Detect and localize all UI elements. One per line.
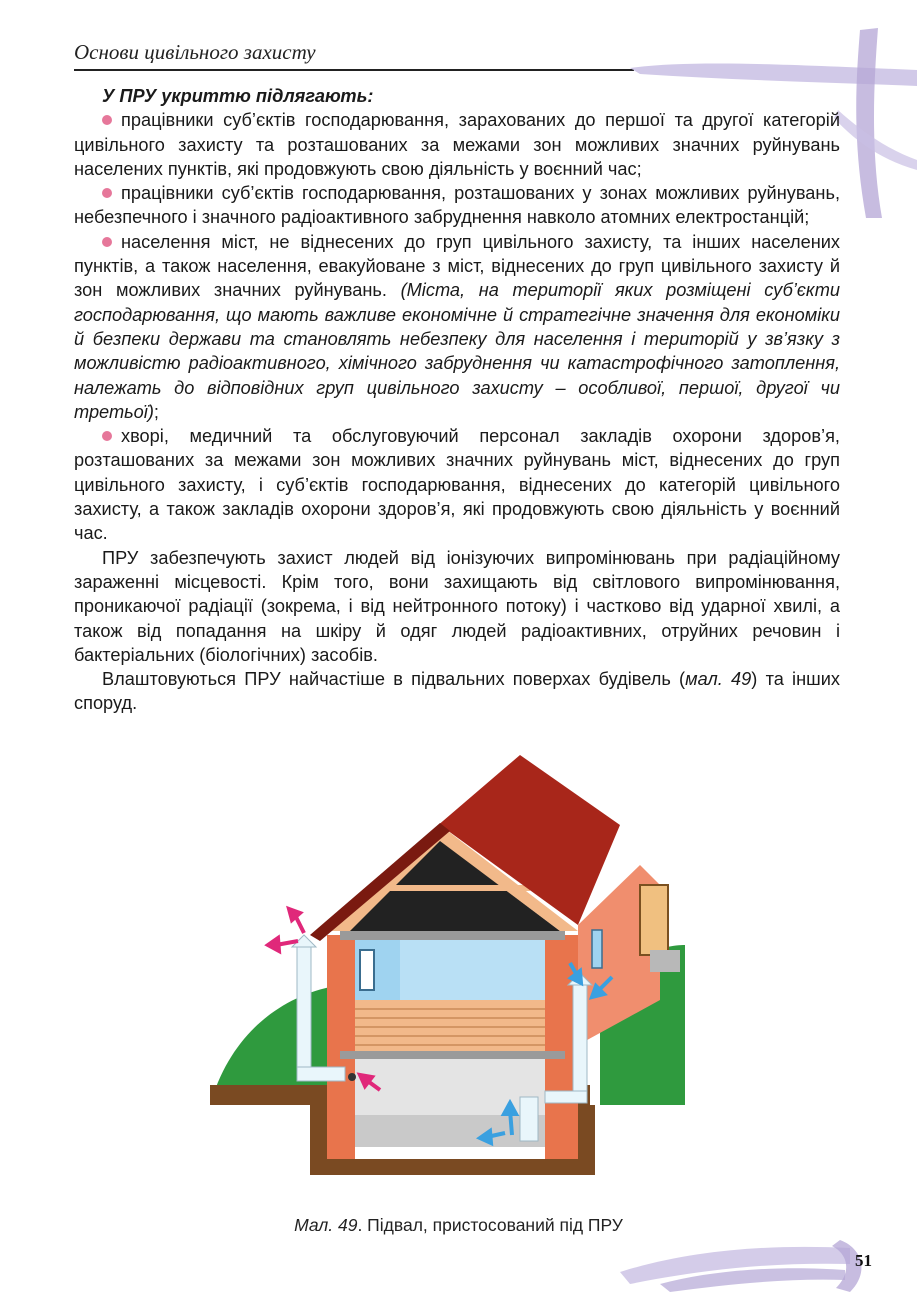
list-item [74,424,840,545]
list-item-italic-note: (Міста, на території яких розміщені суб’єкти господарювання, що мають важливе економічне й стратегічне значення для економіки й безпеки держави та становлять небезпеку для населення і територій у зв’язку з можливістю радіоактивного, хімічного забруднення чи катастрофічного затоплення, належать до відповідних груп цивільного захисту – особливої, першої, другої чи третьої) [74,280,840,422]
figure-reference: мал. 49 [685,669,752,690]
bullet-icon [102,237,112,247]
body-text [74,84,840,716]
first-floor-wall-left [327,935,355,1051]
bullet-icon [102,431,112,441]
door-steps [650,950,680,972]
attic-beam [370,885,530,891]
basement-vent-box [520,1097,538,1141]
list-item-text: працівники суб’єктів господарювання, розташованих у зонах можливих руйнувань, небезпечного і значного радіоактивного забруднення навколо атомних електростанцій; [74,183,840,228]
placement-text-end: ) та інших споруд. [74,669,840,714]
list-item [74,108,840,181]
placement-paragraph [74,667,840,716]
vent-pipe-right-elbow [545,1091,587,1103]
figure-caption-label: Мал. 49 [294,1215,358,1235]
bullet-icon [102,115,112,125]
bullet-icon [102,188,112,198]
list-item [74,181,840,230]
air-inlet [348,1073,356,1081]
vent-pipe-right [573,983,587,1103]
placement-text: Влаштовуються ПРУ найчастіше в підвальних поверхах будівель ( [102,669,686,690]
list-item-text: населення міст, не віднесених до груп цивільного захисту, та інших населених пунктів, а також населення, евакуйоване з міст, віднесених до груп цивільного захисту й зон можливих значних руйнувань. [74,231,840,301]
window-left [360,950,374,990]
basement-ceiling [340,1051,565,1059]
running-header: Основи цивільного захисту [74,40,316,64]
ceiling-slab [340,931,565,940]
basement-floor [355,1115,545,1147]
figure-caption-text: . Підвал, пристосований під ПРУ [357,1215,623,1235]
house-basement-illustration [200,745,700,1200]
list-item-tail: ; [153,401,159,422]
basement-wall-left [327,1045,355,1159]
upper-room-back [400,940,545,1002]
side-door [640,885,668,955]
section-heading: У ПРУ укриттю підлягають: [102,86,374,106]
page-number: 51 [855,1251,872,1270]
header-rule [74,69,634,71]
list-item [74,230,840,424]
wooden-floor [355,1000,545,1051]
protection-paragraph: ПРУ забезпечують захист людей від іонізуючих випромінювань при радіаційному зараженні місцевості. Крім того, вони захищають від світлового випромінювання, проникаючої радіації (зокрема, і від нейтронного потоку) і частково від ударної хвилі, а також від попадання на шкіру й одяг людей радіоактивних, отруйних речовин і бактеріальних (біологічних) засобів. [74,547,840,665]
list-item-text: хворі, медичний та обслуговуючий персонал закладів охорони здоров’я, розташованих за межами зон можливих значних руйнувань міст, віднесених до груп цивільного захисту, і суб’єктів господарювання, віднесених до категорій цивільного захисту, а також закладів охорони здоров’я, які продовжують свою діяльність у воєнний час. [74,426,840,544]
side-window [592,930,602,968]
vent-pipe-left [297,945,311,1075]
vent-pipe-left-elbow [297,1067,345,1081]
list-item-text: працівники суб’єктів господарювання, зарахованих до першої та другої категорій цивільного захисту та розташованих за межами зон можливих значних руйнувань населених пунктів, які продовжують свою діяльність у воєнний час; [74,110,840,179]
